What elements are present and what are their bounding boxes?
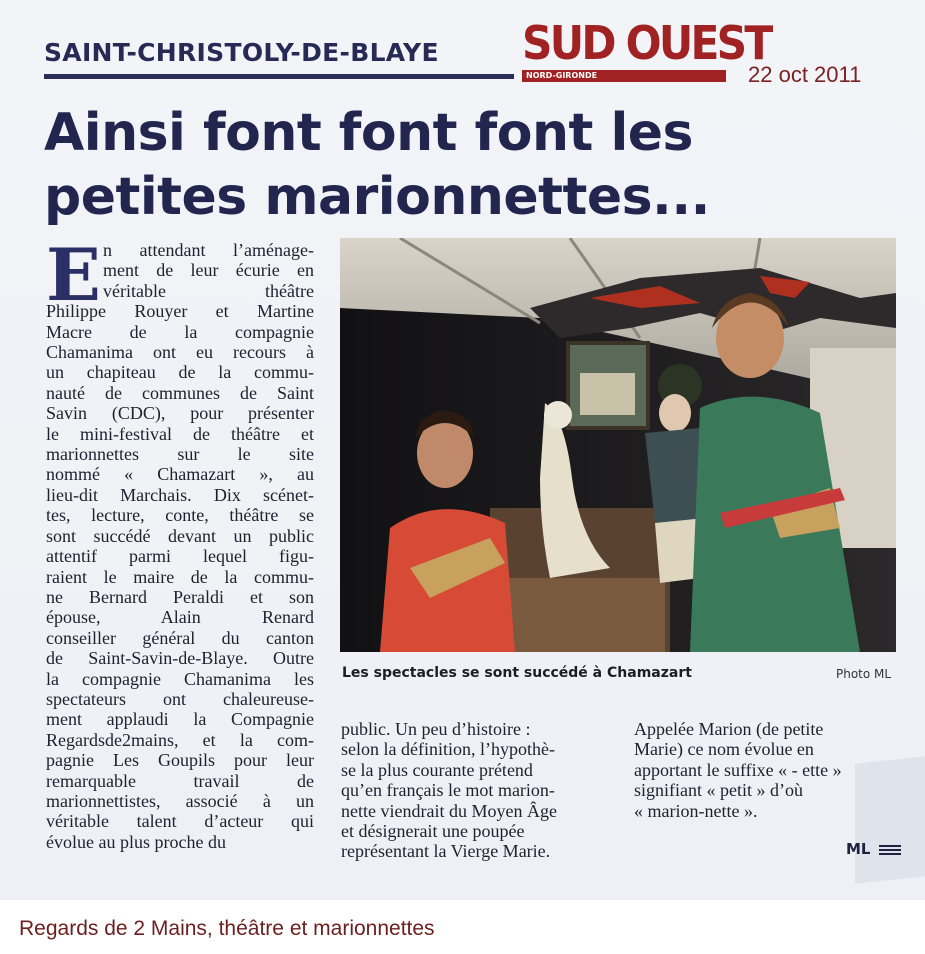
- column-1-lines: [46, 232, 314, 852]
- logo-edition-bar: [522, 70, 726, 82]
- article-line: signifiant « petit » d’où: [634, 780, 803, 801]
- article-line: Regardsde2mains, et la com-: [46, 729, 314, 750]
- article-line: apportant le suffixe « - ette »: [634, 759, 842, 780]
- photo-credit: Photo ML: [836, 667, 892, 681]
- headline-line: Ainsi font font font les: [44, 103, 693, 163]
- article-line: attentif parmi lequel figu-: [46, 546, 314, 567]
- article-line: nauté de communes de Saint: [46, 382, 314, 403]
- article-line: « marion-nette ».: [634, 800, 758, 821]
- article-line: remarquable travail de: [46, 770, 314, 791]
- author-signature: ML: [846, 840, 871, 858]
- section-rule: [44, 74, 514, 79]
- article-column-3: [634, 719, 902, 821]
- article-line: véritable théâtre: [103, 280, 314, 301]
- article-line: Philippe Rouyer et Martine: [46, 301, 314, 322]
- article-line: conseiller général du canton: [46, 627, 314, 648]
- article-line: ment applaudi la Compagnie: [46, 709, 314, 730]
- article-line: lieu-dit Marchais. Dix scénet-: [46, 484, 314, 505]
- article-line: Chamanima ont eu recours à: [46, 342, 314, 363]
- article-line: évolue au plus proche du: [46, 831, 226, 852]
- article-column-1: [46, 232, 314, 852]
- article-line: tes, lecture, conte, théâtre se: [46, 505, 314, 526]
- clipping-date: 22 oct 2011: [748, 62, 862, 87]
- article-line: se la plus courante prétend: [341, 759, 533, 780]
- article-line: marionnettes sur le site: [46, 444, 314, 465]
- article-line: spectateurs ont chaleureuse-: [46, 688, 314, 709]
- article-line: raient le maire de la commu-: [46, 566, 314, 587]
- article-line: ne Bernard Peraldi et son: [46, 586, 314, 607]
- article-line: ment de leur écurie en: [103, 260, 314, 281]
- article-photo: [340, 238, 896, 652]
- drop-cap: E: [46, 232, 101, 317]
- article-line: public. Un peu d’histoire :: [341, 719, 531, 739]
- headline-line: petites marionnettes...: [44, 167, 710, 227]
- article-line: de Saint-Savin-de-Blaye. Outre: [46, 648, 314, 669]
- article-line: Macre de la compagnie: [46, 321, 314, 342]
- article-line: pagnie Les Goupils pour leur: [46, 750, 314, 771]
- article-line: sont succédé devant un public: [46, 525, 314, 546]
- article-line: qu’en français le mot marion-: [341, 780, 555, 801]
- article-line: Appelée Marion (de petite: [634, 719, 824, 739]
- photo-caption: Les spectacles se sont succédé à Chamazart: [342, 665, 692, 681]
- article-line: n attendant l’aménage-: [103, 240, 314, 260]
- headline: [44, 101, 744, 229]
- article-line: nommé « Chamazart », au: [46, 464, 314, 485]
- article-line: épouse, Alain Renard: [46, 607, 314, 628]
- newspaper-logo: [522, 16, 771, 82]
- article-line: selon la définition, l’hypothè-: [341, 739, 555, 760]
- signature-mark: [879, 845, 901, 857]
- article-line: la compagnie Chamanima les: [46, 668, 314, 689]
- article-line: le mini-festival de théâtre et: [46, 423, 314, 444]
- article-line: Marie) ce nom évolue en: [634, 739, 814, 760]
- logo-wordmark: SUD OUEST: [522, 16, 771, 70]
- logo-edition: NORD-GIRONDE: [526, 71, 598, 80]
- section-title: SAINT-CHRISTOLY-DE-BLAYE: [44, 38, 439, 67]
- footer-caption: Regards de 2 Mains, théâtre et marionnettes: [19, 917, 435, 940]
- puppet-show-photo: [340, 238, 896, 652]
- article-line: véritable talent d’acteur qui: [46, 811, 314, 832]
- article-line: nette viendrait du Moyen Âge: [341, 800, 557, 821]
- article-line: et désignerait une poupée: [341, 821, 525, 842]
- article-line: un chapiteau de la commu-: [46, 362, 314, 383]
- article-line: Savin (CDC), pour présenter: [46, 403, 314, 424]
- article-column-2: [341, 719, 605, 862]
- article-line: représentant la Vierge Marie.: [341, 841, 551, 862]
- article-line: marionnettistes, associé à un: [46, 790, 314, 811]
